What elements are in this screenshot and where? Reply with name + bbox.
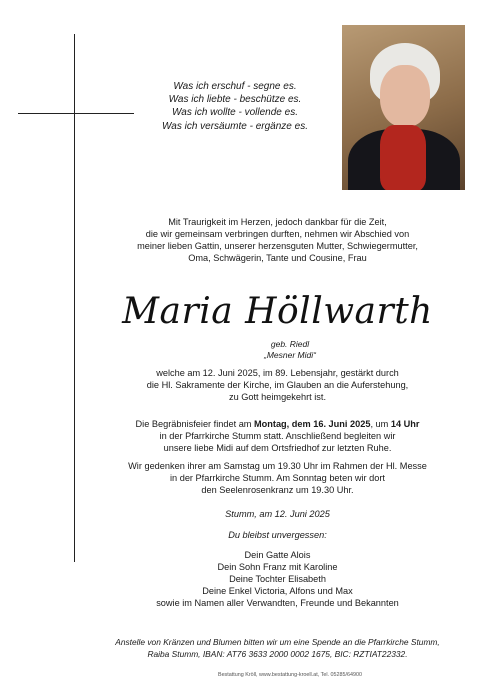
cross-horizontal-bar xyxy=(18,113,134,114)
poem xyxy=(140,80,330,133)
birth-name-block xyxy=(250,339,330,361)
undertaker-footer: Bestattung Kröll, www.bestattung-kroell.at, Tel. 05285/64900 xyxy=(217,672,363,678)
poem-line: Was ich liebte - beschütze es. xyxy=(168,94,302,106)
family-member: Deine Tochter Elisabeth xyxy=(229,574,326,584)
funeral-date: Montag, dem 16. Juni 2025 xyxy=(254,419,371,429)
nickname: „Mesner Midi“ xyxy=(264,350,316,360)
family-member: Deine Enkel Victoria, Alfons und Max xyxy=(202,586,353,596)
birth-name: geb. Riedl xyxy=(270,339,310,349)
donation-note: Anstelle von Kränzen und Blumen bitten wir um eine Spende an die Pfarrkirche Stumm, Raiba Stumm, IBAN: AT76 3633 2000 0002 1675, BIC: RZTIAT22332. xyxy=(115,637,440,659)
deceased-name: Maria Höllwarth xyxy=(122,291,433,332)
family-member: Dein Sohn Franz mit Karoline xyxy=(217,562,338,572)
family-member: sowie im Namen aller Verwandten, Freunde und Bekannten xyxy=(156,598,399,608)
death-notice: welche am 12. Juni 2025, im 89. Lebensjahr, gestärkt durch die Hl. Sakramente der Kirche, im Glauben an die Auferstehung, zu Gott heimgekehrt ist. xyxy=(146,368,409,402)
poem-line: Was ich erschuf - segne es. xyxy=(173,81,297,92)
intro-text: Mit Traurigkeit im Herzen, jedoch dankbar für die Zeit, die wir gemeinsam verbringen durften, nehmen wir Abschied von meiner lieben Gattin, unserer herzensguten Mutter, Schwiegermutter, Oma, Schwägerin, Tante und Cousine, Frau xyxy=(137,217,418,263)
poem-line: Was ich versäumte - ergänze es. xyxy=(162,120,308,132)
funeral-time: 14 Uhr xyxy=(390,419,420,429)
family-member: Dein Gatte Alois xyxy=(244,550,311,560)
mass-info: Wir gedenken ihrer am Samstag um 19.30 Uhr im Rahmen der Hl. Messe in der Pfarrkirche Stumm. Am Sonntag beten wir dort den Seelenrosenkranz um 19.30 Uhr. xyxy=(128,461,427,495)
funeral-info: Die Begräbnisfeier findet am Montag, dem 16. Juni 2025, um 14 Uhr in der Pfarrkirche Stumm statt. Anschließend begleiten wir unsere liebe Midi auf dem Ortsfriedhof zur letzten Ruhe. xyxy=(135,419,420,453)
family-list xyxy=(100,549,455,609)
poem-line: Was ich wollte - vollende es. xyxy=(172,107,298,119)
remain-heading: Du bleibst unvergessen: xyxy=(228,530,327,540)
place-date: Stumm, am 12. Juni 2025 xyxy=(225,509,330,519)
portrait-photo xyxy=(342,25,465,190)
